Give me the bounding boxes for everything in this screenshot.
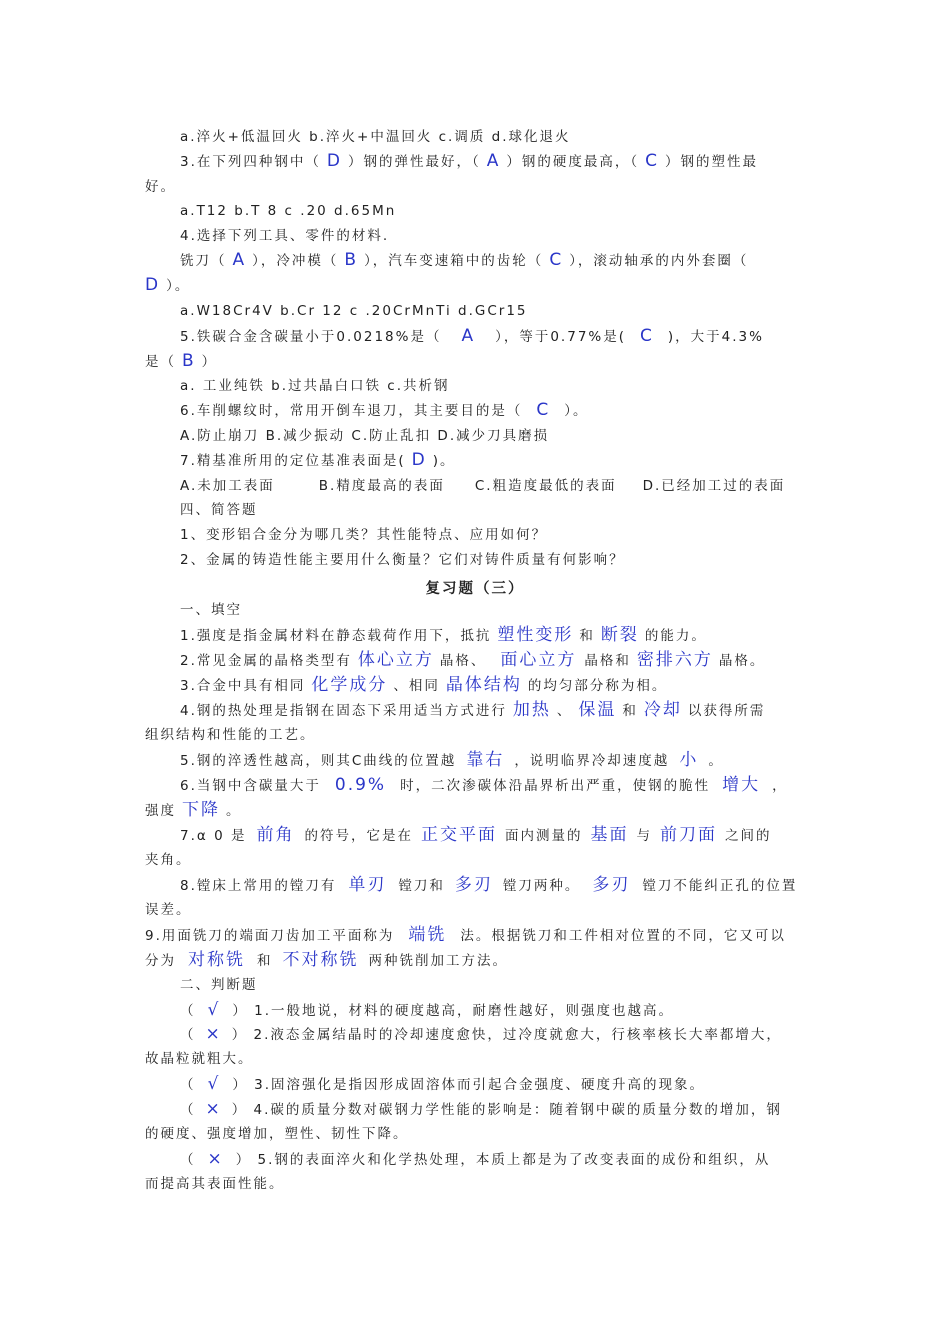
option-line — [180, 477, 785, 495]
question-text: 镗刀和 — [398, 878, 445, 894]
question-text: ）钢的弹性最好，（ — [347, 154, 481, 170]
answer-text: D — [411, 450, 427, 470]
option-line — [180, 377, 450, 395]
question-line — [180, 251, 748, 270]
options-text: a.W18Cr4V b.Cr 12 c .20CrMnTi d.GCr15 — [180, 303, 528, 319]
answer-text: 对称铣 — [188, 950, 245, 970]
question-text: 8.镗床上常用的镗刀有 — [180, 878, 337, 894]
judgement-line — [180, 1150, 770, 1169]
option-line — [180, 128, 571, 146]
judgement-line — [145, 1050, 254, 1068]
question-text: 镗刀不能纠正孔的位置 — [642, 878, 798, 894]
answer-text: 密排六方 — [636, 650, 713, 670]
answer-text: 化学成分 — [311, 675, 388, 695]
question-line — [180, 401, 589, 420]
answer-text: 加热 — [512, 700, 551, 720]
question-text: 和 — [257, 953, 273, 969]
answer-text: 增大 — [722, 775, 761, 795]
answer-text: 多刃 — [454, 875, 493, 895]
answer-text: C — [549, 250, 564, 270]
answer-mark: × — [207, 1149, 224, 1169]
question-line — [145, 276, 190, 295]
question-text: ），滚动轴承的内外套圈（ — [569, 253, 749, 269]
question-text: （ — [180, 1027, 196, 1043]
question-line — [145, 801, 242, 820]
question-text: ） 3.固溶强化是指因形成固溶体而引起合金强度、硬度升高的现象。 — [232, 1077, 706, 1093]
option-line — [180, 302, 528, 320]
question-line — [180, 676, 667, 695]
heading-text: 二、判断题 — [180, 977, 258, 993]
question-text: ） 2.液态金属结晶时的冷却速度愈快，过冷度就愈大，行核率核长大率都增大， — [231, 1027, 782, 1043]
options-text: a. 工业纯铁 b.过共晶白口铁 c.共析钢 — [180, 378, 450, 394]
question-text: ），汽车变速箱中的齿轮（ — [364, 253, 544, 269]
question-text: ，说明临界冷却速度越 — [514, 753, 670, 769]
answer-text: 不对称铣 — [282, 950, 359, 970]
question-text: ），等于0.77%是( — [495, 329, 626, 345]
question-text: 的硬度、强度增加，塑性、韧性下降。 — [145, 1126, 409, 1142]
question-text: 的均匀部分称为相。 — [527, 678, 668, 694]
option-line — [180, 202, 396, 220]
question-text: ）。 — [166, 278, 191, 294]
question-text: 。 — [708, 753, 724, 769]
question-text: 强度 — [145, 803, 176, 819]
question-text: 组织结构和性能的工艺。 — [145, 727, 316, 743]
question-text: 法。根据铣刀和工件相对位置的不同，它又可以 — [460, 928, 786, 944]
section-heading — [180, 501, 258, 519]
question-text: ）钢的硬度最高，（ — [506, 154, 640, 170]
answer-text: B — [182, 351, 196, 371]
question-text: 面内测量的 — [504, 828, 583, 844]
question-line — [180, 626, 707, 645]
answer-mark: √ — [207, 1000, 221, 1020]
option-text: D.已经加工过的表面 — [642, 478, 786, 494]
option-line — [180, 427, 549, 445]
answer-mark: × — [205, 1099, 222, 1119]
answer-text: 前刀面 — [659, 825, 717, 845]
question-text: 和 — [622, 703, 638, 719]
question-text: 晶格、 — [439, 653, 487, 669]
answer-text: 小 — [679, 750, 699, 770]
question-text: 与 — [636, 828, 652, 844]
question-text: ）钢的塑性最 — [665, 154, 758, 170]
question-line — [180, 152, 758, 171]
question-text: 3.在下列四种钢中（ — [180, 154, 321, 170]
question-text: 误差。 — [145, 902, 192, 918]
question-text: ）。 — [564, 403, 589, 419]
question-line — [180, 751, 724, 770]
heading-text: 一、填空 — [180, 602, 242, 618]
answer-text: 塑性变形 — [497, 625, 574, 645]
judgement-line — [180, 1001, 674, 1020]
section-heading — [180, 976, 258, 994]
question-text: 夹角。 — [145, 852, 192, 868]
section-heading — [180, 601, 242, 619]
question-text: 7.α 0 是 — [180, 828, 247, 844]
answer-text: 正交平面 — [420, 825, 497, 845]
answer-text: C — [645, 151, 659, 171]
question-line — [180, 327, 764, 346]
question-line — [145, 352, 217, 371]
question-text: 晶格和 — [584, 653, 631, 669]
question-line — [145, 901, 192, 919]
answer-text: A — [461, 326, 476, 346]
question-text: 6.车削螺纹时，常用开倒车退刀，其主要目的是（ — [180, 403, 523, 419]
answer-text: 下降 — [182, 800, 220, 820]
question-line — [180, 876, 797, 895]
answer-text: B — [344, 250, 359, 270]
question-line — [180, 826, 771, 845]
answer-text: D — [145, 275, 161, 295]
judgement-line — [145, 1175, 285, 1193]
question-line — [180, 701, 765, 720]
question-text: 而提高其表面性能。 — [145, 1176, 285, 1192]
answer-text: 体心立方 — [357, 650, 434, 670]
question-line — [145, 178, 176, 196]
question-text: 故晶粒就粗大。 — [145, 1051, 254, 1067]
question-line — [180, 526, 547, 544]
answer-text: 0.9% — [334, 775, 387, 795]
question-text: （ — [180, 1003, 196, 1019]
answer-mark: × — [205, 1024, 222, 1044]
question-line — [180, 451, 456, 470]
question-text: 5.铁碳合金含碳量小于0.0218%是（ — [180, 329, 442, 345]
answer-text: 前角 — [256, 825, 295, 845]
question-text: 好。 — [145, 179, 176, 195]
question-text: )，大于4.3% — [667, 329, 764, 345]
question-text: 是（ — [145, 354, 176, 370]
answer-text: 保温 — [578, 700, 617, 720]
question-text: ） 1.一般地说，材料的硬度越高，耐磨性越好，则强度也越高。 — [232, 1003, 675, 1019]
answer-mark: √ — [207, 1074, 221, 1094]
answer-text: A — [486, 151, 501, 171]
question-text: 铣刀（ — [180, 253, 227, 269]
answer-text: 多刃 — [592, 875, 631, 895]
question-line — [145, 951, 508, 970]
answer-text: 晶体结构 — [445, 675, 522, 695]
question-text: 7.精基准所用的定位基准表面是( — [180, 453, 406, 469]
answer-text: C — [640, 326, 654, 346]
option-text: C.粗造度最低的表面 — [474, 478, 617, 494]
answer-text: 端铣 — [408, 925, 447, 945]
question-text: 3.合金中具有相同 — [180, 678, 306, 694]
answer-text: 单刃 — [348, 875, 387, 895]
question-line — [180, 651, 765, 670]
answer-text: A — [232, 250, 247, 270]
answer-text: 面心立方 — [500, 650, 577, 670]
question-line — [145, 726, 316, 744]
question-line — [180, 776, 788, 795]
question-text: （ — [180, 1102, 196, 1118]
judgement-line — [145, 1125, 409, 1143]
option-text: A.未加工表面 — [180, 478, 275, 494]
answer-text: 冷却 — [643, 700, 682, 720]
answer-text: C — [536, 400, 551, 420]
question-text: 。 — [226, 803, 242, 819]
question-text: 、相同 — [393, 678, 440, 694]
answer-text: 断裂 — [600, 625, 639, 645]
question-line — [180, 551, 625, 569]
question-text: （ — [180, 1152, 196, 1168]
question-text: 分为 — [145, 953, 176, 969]
judgement-line — [180, 1075, 705, 1094]
heading-text: 四、简答题 — [180, 502, 258, 518]
question-text: )。 — [432, 453, 456, 469]
question-text: 4.选择下列工具、零件的材料. — [180, 228, 390, 244]
question-text: 之间的 — [724, 828, 772, 844]
question-text: （ — [180, 1077, 196, 1093]
answer-text: D — [326, 151, 342, 171]
question-text: 1、变形铝合金分为哪几类？其性能特点、应用如何？ — [180, 527, 548, 543]
question-text: 的符号，它是在 — [304, 828, 413, 844]
options-text: A.防止崩刀 B.减少振动 C.防止乱扣 D.减少刀具磨损 — [180, 428, 550, 444]
question-line — [180, 227, 389, 245]
question-line — [145, 926, 786, 945]
question-text: 、 — [556, 703, 573, 719]
question-text: 镗刀两种。 — [502, 878, 581, 894]
question-text: 4.钢的热处理是指钢在固态下采用适当方式进行 — [180, 703, 507, 719]
question-text: 的能力。 — [644, 628, 707, 644]
question-text: 9.用面铣刀的端面刀齿加工平面称为 — [145, 928, 395, 944]
question-text: 6.当钢中含碳量大于 — [180, 778, 321, 794]
question-text: 1.强度是指金属材料在静态载荷作用下，抵抗 — [180, 628, 492, 644]
question-text: ） 5.钢的表面淬火和化学热处理，本质上都是为了改变表面的成份和组织，从 — [235, 1152, 771, 1168]
question-text: 2.常见金属的晶格类型有 — [180, 653, 352, 669]
question-text: 两种铣削加工方法。 — [368, 953, 508, 969]
judgement-line — [180, 1100, 782, 1119]
question-text: 时，二次渗碳体沿晶界析出严重，使钢的脆性 — [400, 778, 711, 794]
question-text: ） — [201, 354, 218, 370]
options-text: a.T12 b.T 8 c .20 d.65Mn — [180, 203, 397, 219]
option-text: B.精度最高的表面 — [318, 478, 445, 494]
question-text: 晶格。 — [718, 653, 766, 669]
question-text: 以获得所需 — [687, 703, 766, 719]
question-text: ），冷冲模（ — [252, 253, 339, 269]
question-text: 2、金属的铸造性能主要用什么衡量？它们对铸件质量有何影响？ — [180, 552, 625, 568]
page-title: 复习题（三） — [425, 581, 525, 597]
question-text: 5.钢的淬透性越高，则其C曲线的位置越 — [180, 753, 457, 769]
answer-text: 基面 — [590, 825, 629, 845]
question-text: ， — [772, 778, 788, 794]
question-line — [145, 851, 192, 869]
question-text: 和 — [579, 628, 595, 644]
options-text: a.淬火+低温回火 b.淬火+中温回火 c.调质 d.球化退火 — [180, 129, 571, 145]
question-text: ） 4.碳的质量分数对碳钢力学性能的影响是：随着钢中碳的质量分数的增加，钢 — [231, 1102, 782, 1118]
answer-text: 靠右 — [466, 750, 505, 770]
judgement-line — [180, 1025, 782, 1044]
